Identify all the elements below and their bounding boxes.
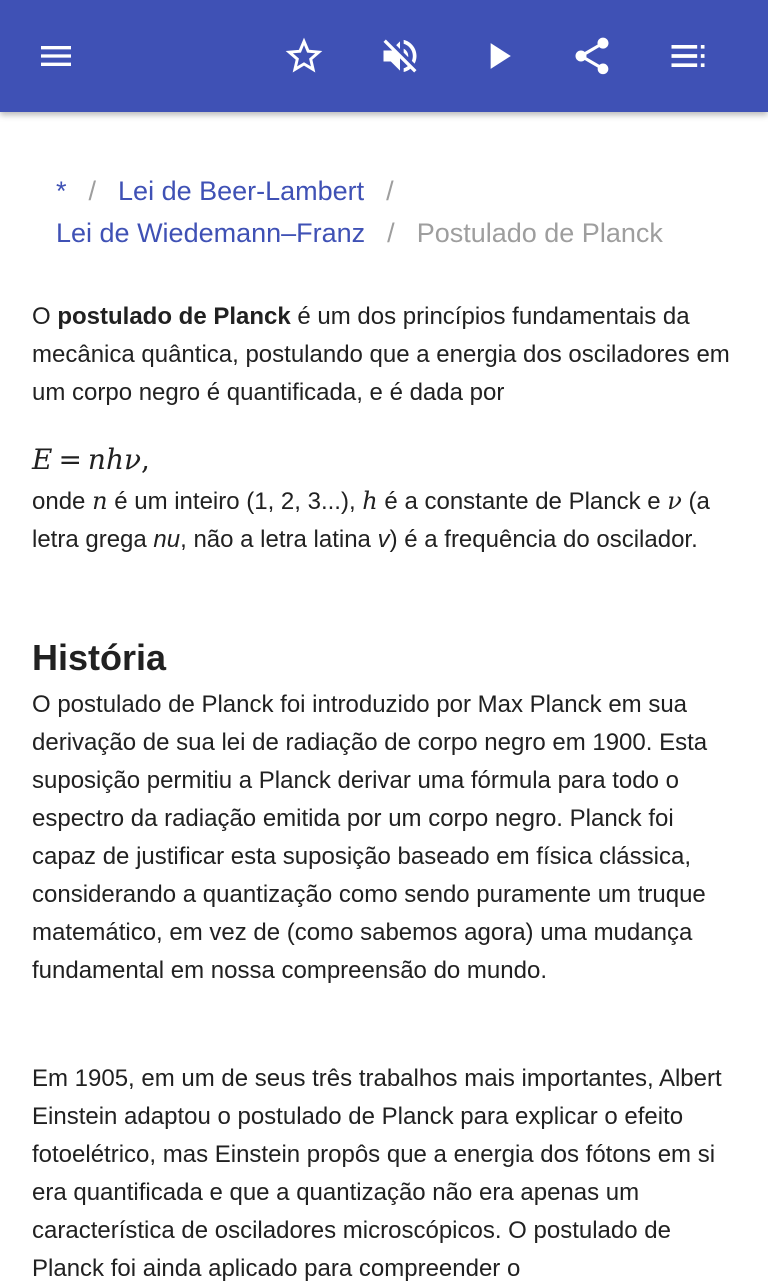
playlist-icon[interactable] [660,28,716,84]
intro-text: é um dos princípios fundamentais da mecânica quântica, postulando que a energia dos osciladores em um corpo negro é quantificada, e é dada por [32,303,730,406]
formula-lhs: E [32,443,53,476]
breadcrumb-link-wiedemann-franz[interactable]: Lei de Wiedemann–Franz [56,218,366,248]
intro-paragraph [32,298,738,412]
breadcrumb-home-link[interactable]: * [56,176,67,206]
math-h: h [362,487,378,515]
breadcrumb-separator: / [88,176,97,206]
def-text: (a letra grega [32,488,710,553]
italic-nu-word: nu [153,526,181,553]
breadcrumb-link-beer-lambert[interactable]: Lei de Beer-Lambert [118,176,365,206]
def-text: ) é a frequência do oscilador. [389,526,698,553]
math-nu: ν [667,487,682,515]
planck-formula [32,440,150,480]
breadcrumb [32,170,738,254]
section-heading-history: História [32,637,167,678]
formula-rhs: nhν [87,443,142,476]
formula-punct: , [141,443,150,476]
intro-bold-term: postulado de Planck [57,303,291,330]
volume-off-icon[interactable] [372,28,428,84]
definition-paragraph [32,482,738,559]
menu-icon[interactable] [28,28,84,84]
star-icon[interactable] [276,28,332,84]
intro-text: O [32,303,58,330]
math-n: n [92,487,108,515]
breadcrumb-separator: / [386,176,394,206]
def-text: , não a letra latina [180,526,378,553]
formula-equals: = [58,443,82,476]
history-paragraph-1: O postulado de Planck foi introduzido por Max Planck em sua derivação de sua lei de radiação de corpo negro em 1900. Esta suposição permitiu a Planck derivar uma fórmula para todo o espectro da radiação emitida por um corpo negro. Planck foi capaz de justificar esta suposição baseado em física clássica, considerando a quantização como sendo puramente um truque matemático, em vez de (como sabemos agora) uma mudança fundamental em nossa compreensão do mundo. [32,691,708,984]
def-text: é um inteiro (1, 2, 3...), [107,488,363,515]
breadcrumb-separator: / [387,218,395,248]
share-icon[interactable] [564,28,620,84]
play-icon[interactable] [470,28,526,84]
history-paragraph-2: Em 1905, em um de seus três trabalhos mais importantes, Albert Einstein adaptou o postulado de Planck para explicar o efeito fotoelétrico, mas Einstein propôs que a energia dos fótons em si era quantificada e que a quantização não era apenas um característica de osciladores microscópicos. O postulado de Planck foi ainda aplicado para compreender o [32,1065,722,1282]
def-text: é a constante de Planck e [377,488,668,515]
app-toolbar [0,0,768,112]
def-text: onde [32,488,93,515]
breadcrumb-current: Postulado de Planck [416,218,663,248]
italic-v: v [377,526,390,553]
